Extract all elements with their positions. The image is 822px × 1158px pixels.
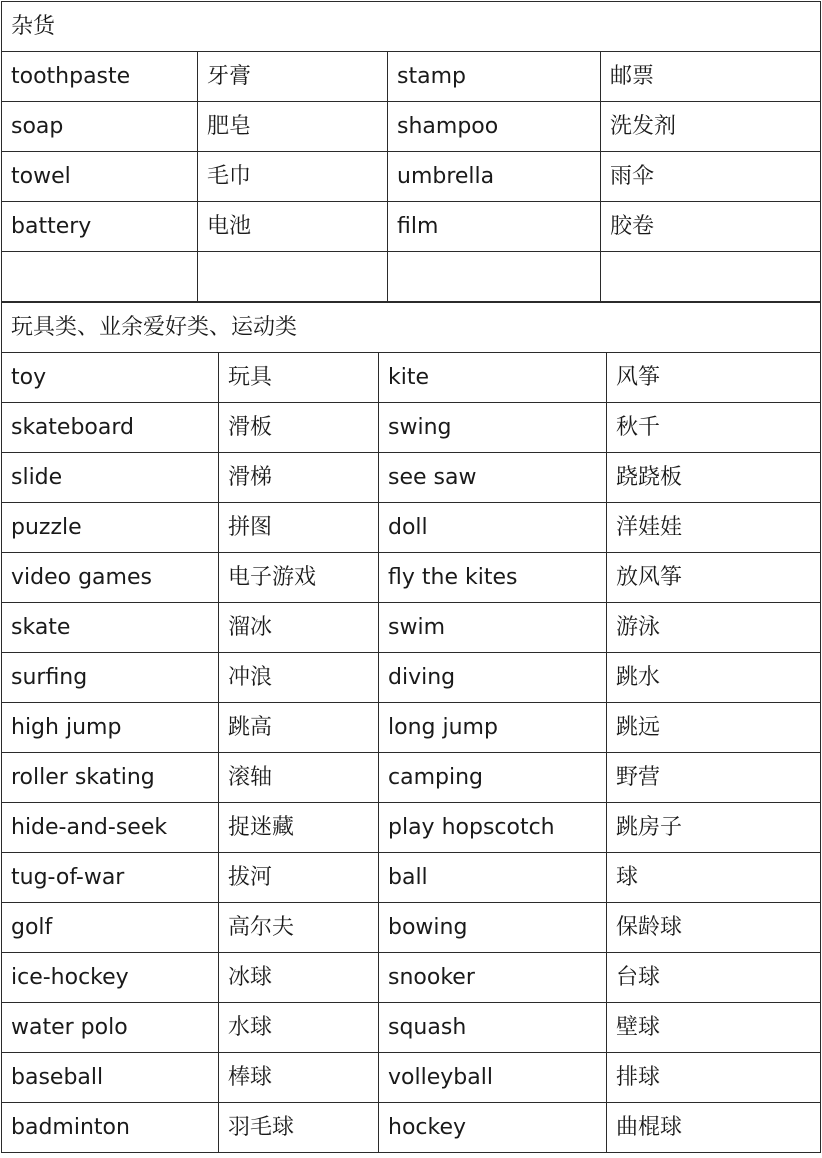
vocab-cell-chinese-term <box>198 252 388 302</box>
vocab-cell-chinese-term: 邮票 <box>601 52 821 102</box>
vocab-cell-chinese-term: 拼图 <box>219 503 379 553</box>
vocab-cell-english-term: baseball <box>2 1053 219 1103</box>
vocab-row <box>2 603 821 653</box>
vocab-cell-english-term: squash <box>379 1003 607 1053</box>
vocab-row <box>2 853 821 903</box>
vocab-cell-chinese-term: 跳水 <box>607 653 821 703</box>
vocab-cell-english-term: shampoo <box>388 102 601 152</box>
vocab-cell-chinese-term: 棒球 <box>219 1053 379 1103</box>
vocab-cell-chinese-term: 滚轴 <box>219 753 379 803</box>
vocab-cell-chinese-term: 野营 <box>607 753 821 803</box>
vocab-cell-english-term: towel <box>2 152 198 202</box>
vocab-row <box>2 52 821 102</box>
vocab-cell-english-term: swim <box>379 603 607 653</box>
vocab-cell-chinese-term: 胶卷 <box>601 202 821 252</box>
vocab-cell-chinese-term: 洋娃娃 <box>607 503 821 553</box>
vocab-cell-chinese-term: 高尔夫 <box>219 903 379 953</box>
vocab-cell-chinese-term: 羽毛球 <box>219 1103 379 1153</box>
vocab-cell-chinese-term: 牙膏 <box>198 52 388 102</box>
vocab-cell-chinese-term: 冲浪 <box>219 653 379 703</box>
vocab-row <box>2 202 821 252</box>
vocab-cell-chinese-term: 捉迷藏 <box>219 803 379 853</box>
vocab-cell-chinese-term: 保龄球 <box>607 903 821 953</box>
vocab-cell-english-term: skateboard <box>2 403 219 453</box>
vocab-row <box>2 453 821 503</box>
vocab-row <box>2 753 821 803</box>
vocab-cell-english-term: surfing <box>2 653 219 703</box>
vocab-cell-chinese-term: 毛巾 <box>198 152 388 202</box>
vocab-cell-english-term: camping <box>379 753 607 803</box>
vocab-cell-chinese-term: 滑梯 <box>219 453 379 503</box>
groceries-heading-row <box>2 2 821 52</box>
vocab-row <box>2 252 821 302</box>
vocab-row <box>2 953 821 1003</box>
toys-hobbies-sports-table <box>1 302 821 1153</box>
vocab-cell-english-term: tug-of-war <box>2 853 219 903</box>
toys-heading-row <box>2 303 821 353</box>
vocab-cell-english-term: film <box>388 202 601 252</box>
vocab-row <box>2 102 821 152</box>
vocab-cell-english-term: toothpaste <box>2 52 198 102</box>
vocab-cell-chinese-term: 跳高 <box>219 703 379 753</box>
vocab-cell-chinese-term: 秋千 <box>607 403 821 453</box>
groceries-heading: 杂货 <box>2 2 821 52</box>
vocab-row <box>2 152 821 202</box>
vocab-cell-chinese-term <box>601 252 821 302</box>
vocab-cell-english-term: kite <box>379 353 607 403</box>
vocab-cell-chinese-term: 滑板 <box>219 403 379 453</box>
vocab-cell-chinese-term: 电子游戏 <box>219 553 379 603</box>
vocab-cell-chinese-term: 跷跷板 <box>607 453 821 503</box>
vocab-cell-english-term: fly the kites <box>379 553 607 603</box>
vocab-cell-chinese-term: 风筝 <box>607 353 821 403</box>
vocab-cell-english-term: battery <box>2 202 198 252</box>
vocab-cell-english-term: play hopscotch <box>379 803 607 853</box>
vocab-cell-english-term: slide <box>2 453 219 503</box>
vocab-cell-english-term: see saw <box>379 453 607 503</box>
vocab-cell-english-term: diving <box>379 653 607 703</box>
vocab-cell-english-term: snooker <box>379 953 607 1003</box>
vocab-cell-chinese-term: 洗发剂 <box>601 102 821 152</box>
toys-hobbies-sports-heading: 玩具类、业余爱好类、运动类 <box>2 303 821 353</box>
vocab-cell-english-term: skate <box>2 603 219 653</box>
vocab-cell-english-term: soap <box>2 102 198 152</box>
vocab-cell-english-term: hide-and-seek <box>2 803 219 853</box>
vocab-cell-chinese-term: 游泳 <box>607 603 821 653</box>
vocab-cell-chinese-term: 雨伞 <box>601 152 821 202</box>
vocab-cell-english-term: doll <box>379 503 607 553</box>
vocab-cell-chinese-term: 跳房子 <box>607 803 821 853</box>
vocab-cell-english-term: bowing <box>379 903 607 953</box>
vocab-cell-english-term <box>2 252 198 302</box>
vocab-cell-chinese-term: 球 <box>607 853 821 903</box>
vocab-cell-english-term: roller skating <box>2 753 219 803</box>
vocab-cell-english-term: water polo <box>2 1003 219 1053</box>
vocab-row <box>2 703 821 753</box>
vocab-cell-chinese-term: 水球 <box>219 1003 379 1053</box>
vocab-cell-chinese-term: 壁球 <box>607 1003 821 1053</box>
vocab-cell-chinese-term: 电池 <box>198 202 388 252</box>
vocab-cell-english-term: video games <box>2 553 219 603</box>
vocab-cell-english-term: ice-hockey <box>2 953 219 1003</box>
vocab-row <box>2 1103 821 1153</box>
vocab-cell-english-term: ball <box>379 853 607 903</box>
vocab-cell-english-term: stamp <box>388 52 601 102</box>
vocab-cell-chinese-term: 玩具 <box>219 353 379 403</box>
vocab-cell-english-term: long jump <box>379 703 607 753</box>
vocab-row <box>2 1053 821 1103</box>
vocab-row <box>2 903 821 953</box>
vocab-row <box>2 553 821 603</box>
vocab-cell-chinese-term: 排球 <box>607 1053 821 1103</box>
vocab-cell-chinese-term: 台球 <box>607 953 821 1003</box>
vocab-cell-english-term: toy <box>2 353 219 403</box>
vocab-cell-english-term: swing <box>379 403 607 453</box>
vocab-cell-english-term: high jump <box>2 703 219 753</box>
vocab-cell-english-term: golf <box>2 903 219 953</box>
vocab-cell-chinese-term: 拔河 <box>219 853 379 903</box>
vocab-row <box>2 653 821 703</box>
toys-table-body <box>2 303 821 1153</box>
vocab-cell-english-term: puzzle <box>2 503 219 553</box>
vocab-cell-english-term: umbrella <box>388 152 601 202</box>
vocab-cell-chinese-term: 溜冰 <box>219 603 379 653</box>
vocab-row <box>2 353 821 403</box>
vocab-cell-chinese-term: 曲棍球 <box>607 1103 821 1153</box>
vocab-cell-english-term: hockey <box>379 1103 607 1153</box>
groceries-table-body <box>2 2 821 302</box>
vocab-cell-chinese-term: 放风筝 <box>607 553 821 603</box>
vocab-cell-english-term: badminton <box>2 1103 219 1153</box>
vocab-cell-chinese-term: 肥皂 <box>198 102 388 152</box>
vocab-row <box>2 1003 821 1053</box>
vocab-row <box>2 403 821 453</box>
vocab-cell-chinese-term: 冰球 <box>219 953 379 1003</box>
vocab-row <box>2 503 821 553</box>
groceries-table <box>1 1 821 302</box>
vocab-cell-english-term <box>388 252 601 302</box>
vocab-row <box>2 803 821 853</box>
vocab-cell-chinese-term: 跳远 <box>607 703 821 753</box>
vocab-cell-english-term: volleyball <box>379 1053 607 1103</box>
